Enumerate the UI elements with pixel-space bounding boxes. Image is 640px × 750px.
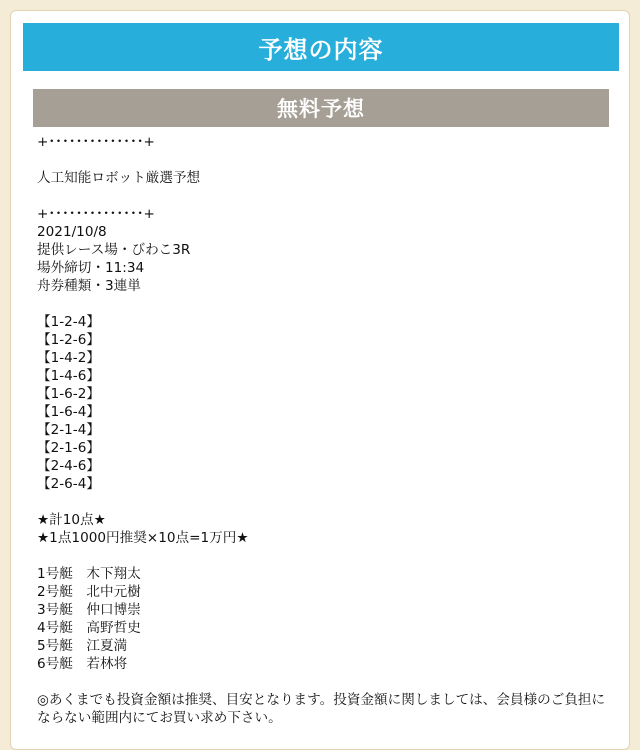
combination-item: 【1-6-4】 bbox=[37, 404, 100, 420]
combination-item: 【1-6-2】 bbox=[37, 386, 100, 402]
boat-entry: 1号艇 木下翔太 bbox=[37, 566, 141, 582]
investment-note: ◎あくまでも投資金額は推奨、目安となります。投資金額に関しましては、会員様のご負担にならない範囲内にてお買い求め下さい。 bbox=[37, 692, 606, 726]
boat-entry: 3号艇 仲口博崇 bbox=[37, 602, 141, 618]
section-title: 無料予想 bbox=[33, 89, 609, 127]
boat-list bbox=[37, 565, 617, 673]
boat-entry: 2号艇 北中元樹 bbox=[37, 584, 141, 600]
combination-item: 【1-2-6】 bbox=[37, 332, 100, 348]
boat-entry: 6号艇 若林将 bbox=[37, 656, 128, 672]
combination-item: 【2-6-4】 bbox=[37, 476, 100, 492]
combination-list bbox=[37, 313, 617, 493]
race-venue: 提供レース場・びわこ3R bbox=[37, 242, 191, 258]
combination-item: 【1-4-2】 bbox=[37, 350, 100, 366]
prediction-body bbox=[37, 133, 617, 727]
race-date: 2021/10/8 bbox=[37, 224, 107, 240]
ticket-type: 舟券種類・3連単 bbox=[37, 278, 141, 294]
boat-entry: 5号艇 江夏満 bbox=[37, 638, 128, 654]
bet-recommendation: ★1点1000円推奨×10点=1万円★ bbox=[37, 530, 249, 546]
total-count: ★計10点★ bbox=[37, 512, 106, 528]
combination-item: 【2-1-6】 bbox=[37, 440, 100, 456]
boat-entry: 4号艇 高野哲史 bbox=[37, 620, 141, 636]
divider-bottom: +･･････････････+ bbox=[37, 206, 155, 222]
combination-item: 【1-2-4】 bbox=[37, 314, 100, 330]
combination-item: 【1-4-6】 bbox=[37, 368, 100, 384]
combination-item: 【2-4-6】 bbox=[37, 458, 100, 474]
page-title: 予想の内容 bbox=[23, 23, 619, 71]
divider-top: +･･････････････+ bbox=[37, 134, 155, 150]
race-deadline: 場外締切・11:34 bbox=[37, 260, 145, 276]
combination-item: 【2-1-4】 bbox=[37, 422, 100, 438]
content-panel bbox=[10, 10, 630, 750]
prediction-heading: 人工知能ロボット厳選予想 bbox=[37, 170, 201, 186]
